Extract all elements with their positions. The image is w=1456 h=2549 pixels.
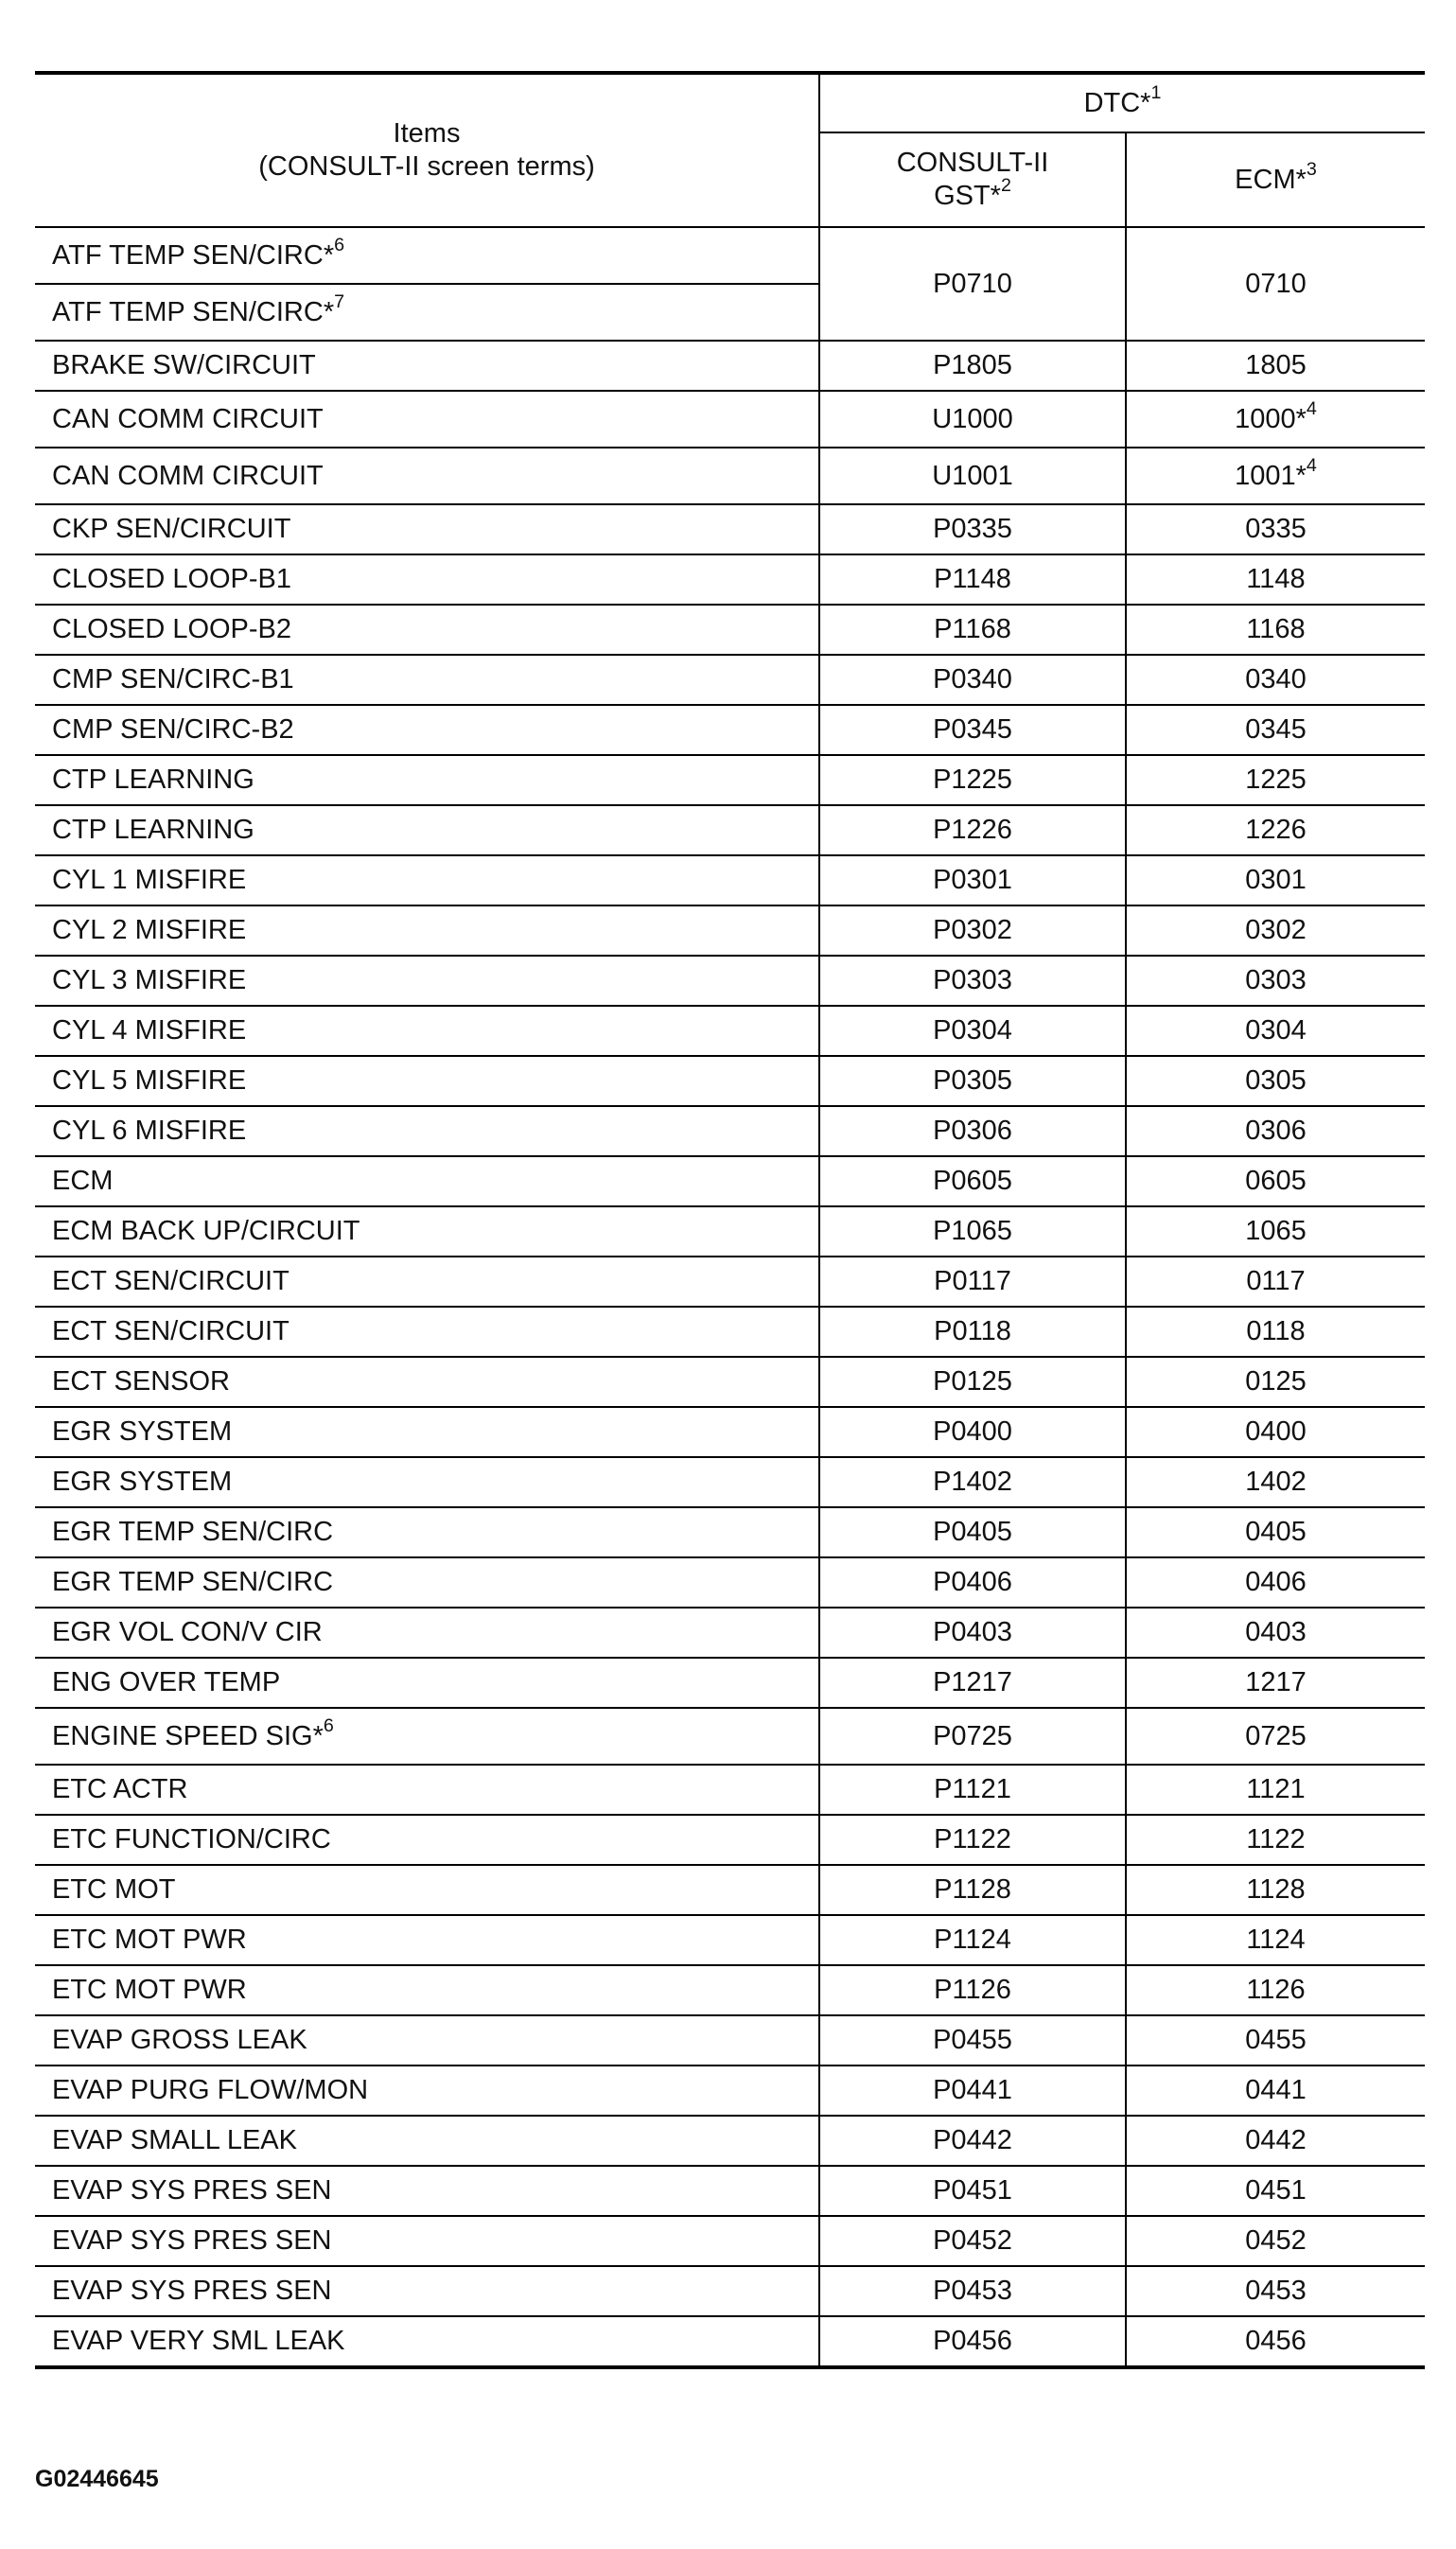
consult-gst-code-cell: P0403 [819,1608,1126,1658]
ecm-code: 0455 [1245,2025,1307,2056]
ecm-code-cell [1126,1965,1425,2015]
ecm-code-cell [1126,805,1425,855]
ecm-code: 0451 [1245,2175,1307,2206]
item-cell [35,2116,819,2166]
item-cell [35,1457,819,1507]
ecm-code-cell [1126,605,1425,655]
item-cell [35,2216,819,2266]
item-label: EVAP SYS PRES SEN [52,2225,332,2257]
ecm-header-label: ECM* [1235,164,1307,195]
table-row [35,341,1425,391]
table-row [35,1357,1425,1407]
consult-gst-code-cell: P0725 [819,1708,1126,1765]
table-row [35,655,1425,705]
consult-footnote-mark: 2 [1000,175,1011,197]
item-cell [35,554,819,605]
consult-gst-code-cell: P1805 [819,341,1126,391]
ecm-code: 1126 [1246,1975,1306,2006]
ecm-column-header [1126,132,1425,227]
figure-id: G02446645 [35,2466,159,2492]
ecm-code-cell [1126,1056,1425,1106]
item-label: CYL 2 MISFIRE [52,915,247,946]
table-row [35,1257,1425,1307]
table-row [35,2166,1425,2216]
item-label: ENGINE SPEED SIG* [52,1720,324,1751]
ecm-code: 0340 [1245,664,1307,695]
item-label: ECT SENSOR [52,1366,231,1398]
item-cell [35,1357,819,1407]
ecm-code-cell [1126,2266,1425,2316]
consult-gst-code-cell: P0452 [819,2216,1126,2266]
consult-gst-code-cell: P0605 [819,1156,1126,1206]
ecm-code: 1805 [1245,350,1307,381]
item-cell [35,1765,819,1815]
item-cell [35,391,819,448]
table-row [35,504,1425,554]
consult-gst-code-cell: P0406 [819,1557,1126,1608]
ecm-code-cell [1126,1765,1425,1815]
ecm-code: 1124 [1246,1925,1306,1956]
item-label: ETC MOT PWR [52,1975,247,2006]
item-label: EGR SYSTEM [52,1416,233,1448]
dtc-table [35,71,1425,2369]
ecm-code-cell [1126,655,1425,705]
item-label: CYL 3 MISFIRE [52,965,247,996]
ecm-code-cell [1126,504,1425,554]
table-row [35,1407,1425,1457]
table-row [35,755,1425,805]
consult-gst-code-cell: P0117 [819,1257,1126,1307]
dtc-header-label: DTC* [1083,87,1151,118]
table-row [35,2216,1425,2266]
table-row [35,905,1425,956]
ecm-code-cell [1126,1557,1425,1608]
item-cell [35,1307,819,1357]
ecm-code-cell [1126,2015,1425,2066]
ecm-code: 1000* [1235,403,1307,434]
ecm-code: 0406 [1245,1567,1307,1598]
item-label: CKP SEN/CIRCUIT [52,514,291,545]
table-header [35,73,1425,227]
ecm-code: 0303 [1245,965,1307,996]
consult-gst-code-cell: P0441 [819,2066,1126,2116]
consult-gst-code-cell: P0302 [819,905,1126,956]
item-cell [35,855,819,905]
table-row [35,1608,1425,1658]
consult-gst-code-cell: P0118 [819,1307,1126,1357]
item-cell [35,504,819,554]
item-cell [35,2316,819,2367]
ecm-code-cell [1126,227,1425,341]
consult-gst-code-cell: P1217 [819,1658,1126,1708]
items-header-title: Items [393,118,461,149]
item-cell [35,1257,819,1307]
ecm-code-cell [1126,1457,1425,1507]
table-row [35,1206,1425,1257]
table-row [35,391,1425,448]
consult-gst-code-cell: P0405 [819,1507,1126,1557]
ecm-code: 0117 [1246,1266,1306,1297]
ecm-code-cell [1126,1206,1425,1257]
table-row [35,1557,1425,1608]
ecm-code-cell [1126,448,1425,504]
ecm-code-cell [1126,391,1425,448]
item-cell [35,448,819,504]
table-row [35,448,1425,504]
item-cell [35,1915,819,1965]
header-row [35,73,1425,132]
consult-header-line2: GST* [934,181,1001,211]
table-row [35,1708,1425,1765]
item-cell [35,1557,819,1608]
ecm-code-cell [1126,1915,1425,1965]
item-label: EGR VOL CON/V CIR [52,1617,323,1648]
item-cell [35,2015,819,2066]
ecm-code: 0306 [1245,1116,1307,1147]
table-row [35,855,1425,905]
consult-gst-code-cell: P0456 [819,2316,1126,2367]
dtc-column-header [819,73,1425,132]
item-cell [35,1708,819,1765]
item-label: CAN COMM CIRCUIT [52,403,324,434]
table-row [35,1156,1425,1206]
item-cell [35,1608,819,1658]
consult-gst-column-header [819,132,1126,227]
ecm-code: 0725 [1245,1720,1307,1751]
ecm-code: 0442 [1245,2125,1307,2156]
ecm-code-cell [1126,2316,1425,2367]
item-label: CMP SEN/CIRC-B1 [52,664,294,695]
item-label: CYL 6 MISFIRE [52,1116,247,1147]
consult-gst-code-cell: P0304 [819,1006,1126,1056]
item-label: ECT SEN/CIRCUIT [52,1266,289,1297]
item-label: EGR TEMP SEN/CIRC [52,1517,334,1548]
item-label: CYL 1 MISFIRE [52,865,247,896]
item-cell [35,705,819,755]
item-label: ETC MOT [52,1874,176,1906]
consult-gst-code-cell: U1001 [819,448,1126,504]
item-label: CLOSED LOOP-B2 [52,614,292,645]
ecm-code-cell [1126,1608,1425,1658]
item-cell [35,905,819,956]
item-cell [35,1206,819,1257]
item-cell [35,1658,819,1708]
ecm-code-cell [1126,1106,1425,1156]
ecm-code: 0305 [1245,1065,1307,1097]
item-cell [35,1865,819,1915]
dtc-footnote-mark: 1 [1150,81,1162,103]
ecm-code: 0302 [1245,915,1307,946]
item-label: ATF TEMP SEN/CIRC* [52,296,335,327]
ecm-code-cell [1126,1507,1425,1557]
consult-gst-code-cell: P1148 [819,554,1126,605]
table-row [35,1006,1425,1056]
item-label: EVAP SYS PRES SEN [52,2276,332,2307]
table-row [35,705,1425,755]
items-header-subtitle: (CONSULT-II screen terms) [258,151,595,182]
consult-gst-code-cell: P1225 [819,755,1126,805]
consult-gst-code-cell: P0710 [819,227,1126,341]
table-row [35,1457,1425,1507]
table-row [35,1507,1425,1557]
consult-gst-code-cell: P0340 [819,655,1126,705]
consult-gst-code-cell: P0303 [819,956,1126,1006]
table-row [35,2066,1425,2116]
table-row [35,1307,1425,1357]
consult-gst-code-cell: P1121 [819,1765,1126,1815]
item-cell [35,227,819,284]
item-label: CYL 5 MISFIRE [52,1065,247,1097]
ecm-code-cell [1126,1307,1425,1357]
ecm-code-cell [1126,705,1425,755]
item-label: EVAP GROSS LEAK [52,2025,307,2056]
item-label: CAN COMM CIRCUIT [52,460,324,491]
table-row [35,554,1425,605]
table-row [35,1056,1425,1106]
ecm-code-cell [1126,2116,1425,2166]
consult-gst-code-cell: P0400 [819,1407,1126,1457]
table-row [35,2316,1425,2367]
item-cell [35,1407,819,1457]
item-cell [35,2266,819,2316]
item-footnote-mark: 7 [334,290,345,312]
item-cell [35,284,819,341]
ecm-code: 1065 [1245,1216,1307,1247]
ecm-code: 1128 [1246,1874,1306,1906]
items-column-header [35,73,819,227]
item-label: ECM [52,1166,114,1197]
item-label: EVAP SMALL LEAK [52,2125,297,2156]
item-label: EVAP PURG FLOW/MON [52,2075,369,2106]
ecm-code: 0403 [1245,1617,1307,1648]
consult-gst-code-cell: P1128 [819,1865,1126,1915]
ecm-code-cell [1126,905,1425,956]
consult-gst-code-cell: P0453 [819,2266,1126,2316]
consult-gst-code-cell: P1122 [819,1815,1126,1865]
consult-gst-code-cell: P0455 [819,2015,1126,2066]
table-row [35,805,1425,855]
consult-gst-code-cell: P0345 [819,705,1126,755]
ecm-footnote-mark: 3 [1306,158,1317,180]
ecm-code: 1148 [1246,564,1306,595]
ecm-code-cell [1126,1357,1425,1407]
ecm-code-cell [1126,755,1425,805]
ecm-code: 0456 [1245,2326,1307,2357]
ecm-code-cell [1126,2066,1425,2116]
item-label: ATF TEMP SEN/CIRC* [52,239,335,271]
item-label: CYL 4 MISFIRE [52,1015,247,1046]
item-cell [35,1815,819,1865]
ecm-code-cell [1126,1708,1425,1765]
ecm-footnote-mark: 4 [1306,397,1317,419]
ecm-code-cell [1126,2216,1425,2266]
consult-gst-code-cell: P1124 [819,1915,1126,1965]
item-label: ECT SEN/CIRCUIT [52,1316,289,1347]
ecm-code-cell [1126,956,1425,1006]
item-cell [35,2166,819,2216]
ecm-code: 1001* [1235,460,1307,491]
item-label: EGR SYSTEM [52,1467,233,1498]
ecm-code: 0118 [1246,1316,1306,1347]
table-row [35,2116,1425,2166]
consult-gst-code-cell: U1000 [819,391,1126,448]
ecm-code: 0125 [1245,1366,1307,1398]
ecm-code: 0605 [1245,1166,1307,1197]
consult-gst-code-cell: P1065 [819,1206,1126,1257]
item-cell [35,1006,819,1056]
item-label: EGR TEMP SEN/CIRC [52,1567,334,1598]
ecm-code: 1225 [1245,765,1307,796]
item-label: EVAP SYS PRES SEN [52,2175,332,2206]
item-label: ETC FUNCTION/CIRC [52,1824,331,1855]
consult-gst-code-cell: P0301 [819,855,1126,905]
ecm-code-cell [1126,1257,1425,1307]
table-row [35,1658,1425,1708]
ecm-code: 1122 [1246,1824,1306,1855]
item-footnote-mark: 6 [323,1714,334,1736]
item-label: BRAKE SW/CIRCUIT [52,350,316,381]
ecm-code-cell [1126,1815,1425,1865]
table-row [35,1815,1425,1865]
ecm-code: 0400 [1245,1416,1307,1448]
item-cell [35,1056,819,1106]
ecm-code: 1168 [1246,614,1306,645]
item-label: EVAP VERY SML LEAK [52,2326,345,2357]
ecm-code-cell [1126,554,1425,605]
ecm-code-cell [1126,1865,1425,1915]
table-row [35,1106,1425,1156]
item-cell [35,1106,819,1156]
ecm-code-cell [1126,1658,1425,1708]
ecm-code: 0710 [1245,268,1307,299]
ecm-code: 0301 [1245,865,1307,896]
consult-gst-code-cell: P0306 [819,1106,1126,1156]
ecm-code: 0441 [1245,2075,1307,2106]
ecm-code: 0453 [1245,2276,1307,2307]
consult-gst-code-cell: P0305 [819,1056,1126,1106]
consult-header-line1: CONSULT-II [896,148,1049,179]
ecm-code: 1121 [1246,1774,1306,1805]
item-label: CTP LEARNING [52,815,254,846]
item-cell [35,805,819,855]
consult-gst-code-cell: P1226 [819,805,1126,855]
ecm-code: 1402 [1245,1467,1307,1498]
table-row [35,227,1425,284]
item-label: ENG OVER TEMP [52,1667,281,1698]
item-cell [35,341,819,391]
item-cell [35,956,819,1006]
ecm-code: 1226 [1245,815,1307,846]
ecm-code: 0335 [1245,514,1307,545]
item-cell [35,1156,819,1206]
item-label: CLOSED LOOP-B1 [52,564,292,595]
ecm-code: 0405 [1245,1517,1307,1548]
ecm-code-cell [1126,1156,1425,1206]
item-cell [35,1507,819,1557]
item-cell [35,2066,819,2116]
ecm-code: 1217 [1245,1667,1307,1698]
consult-gst-code-cell: P0442 [819,2116,1126,2166]
item-label: ETC ACTR [52,1774,188,1805]
table-row [35,1965,1425,2015]
item-label: ETC MOT PWR [52,1925,247,1956]
item-cell [35,605,819,655]
ecm-code-cell [1126,855,1425,905]
consult-gst-code-cell: P0335 [819,504,1126,554]
table-row [35,2266,1425,2316]
item-label: CMP SEN/CIRC-B2 [52,714,294,746]
ecm-code-cell [1126,2166,1425,2216]
ecm-code: 0304 [1245,1015,1307,1046]
table-row [35,1765,1425,1815]
consult-gst-code-cell: P1402 [819,1457,1126,1507]
table-body [35,227,1425,2367]
item-label: ECM BACK UP/CIRCUIT [52,1216,360,1247]
item-cell [35,755,819,805]
table-row [35,605,1425,655]
consult-gst-code-cell: P1126 [819,1965,1126,2015]
item-label: CTP LEARNING [52,765,254,796]
ecm-code-cell [1126,341,1425,391]
table-row [35,1865,1425,1915]
table-row [35,956,1425,1006]
ecm-code-cell [1126,1006,1425,1056]
item-cell [35,655,819,705]
ecm-code-cell [1126,1407,1425,1457]
consult-gst-code-cell: P0125 [819,1357,1126,1407]
consult-gst-code-cell: P0451 [819,2166,1126,2216]
consult-gst-code-cell: P1168 [819,605,1126,655]
table-row [35,2015,1425,2066]
ecm-code: 0345 [1245,714,1307,746]
table-row [35,1915,1425,1965]
ecm-footnote-mark: 4 [1306,454,1317,476]
ecm-code: 0452 [1245,2225,1307,2257]
item-footnote-mark: 6 [334,234,345,255]
item-cell [35,1965,819,2015]
